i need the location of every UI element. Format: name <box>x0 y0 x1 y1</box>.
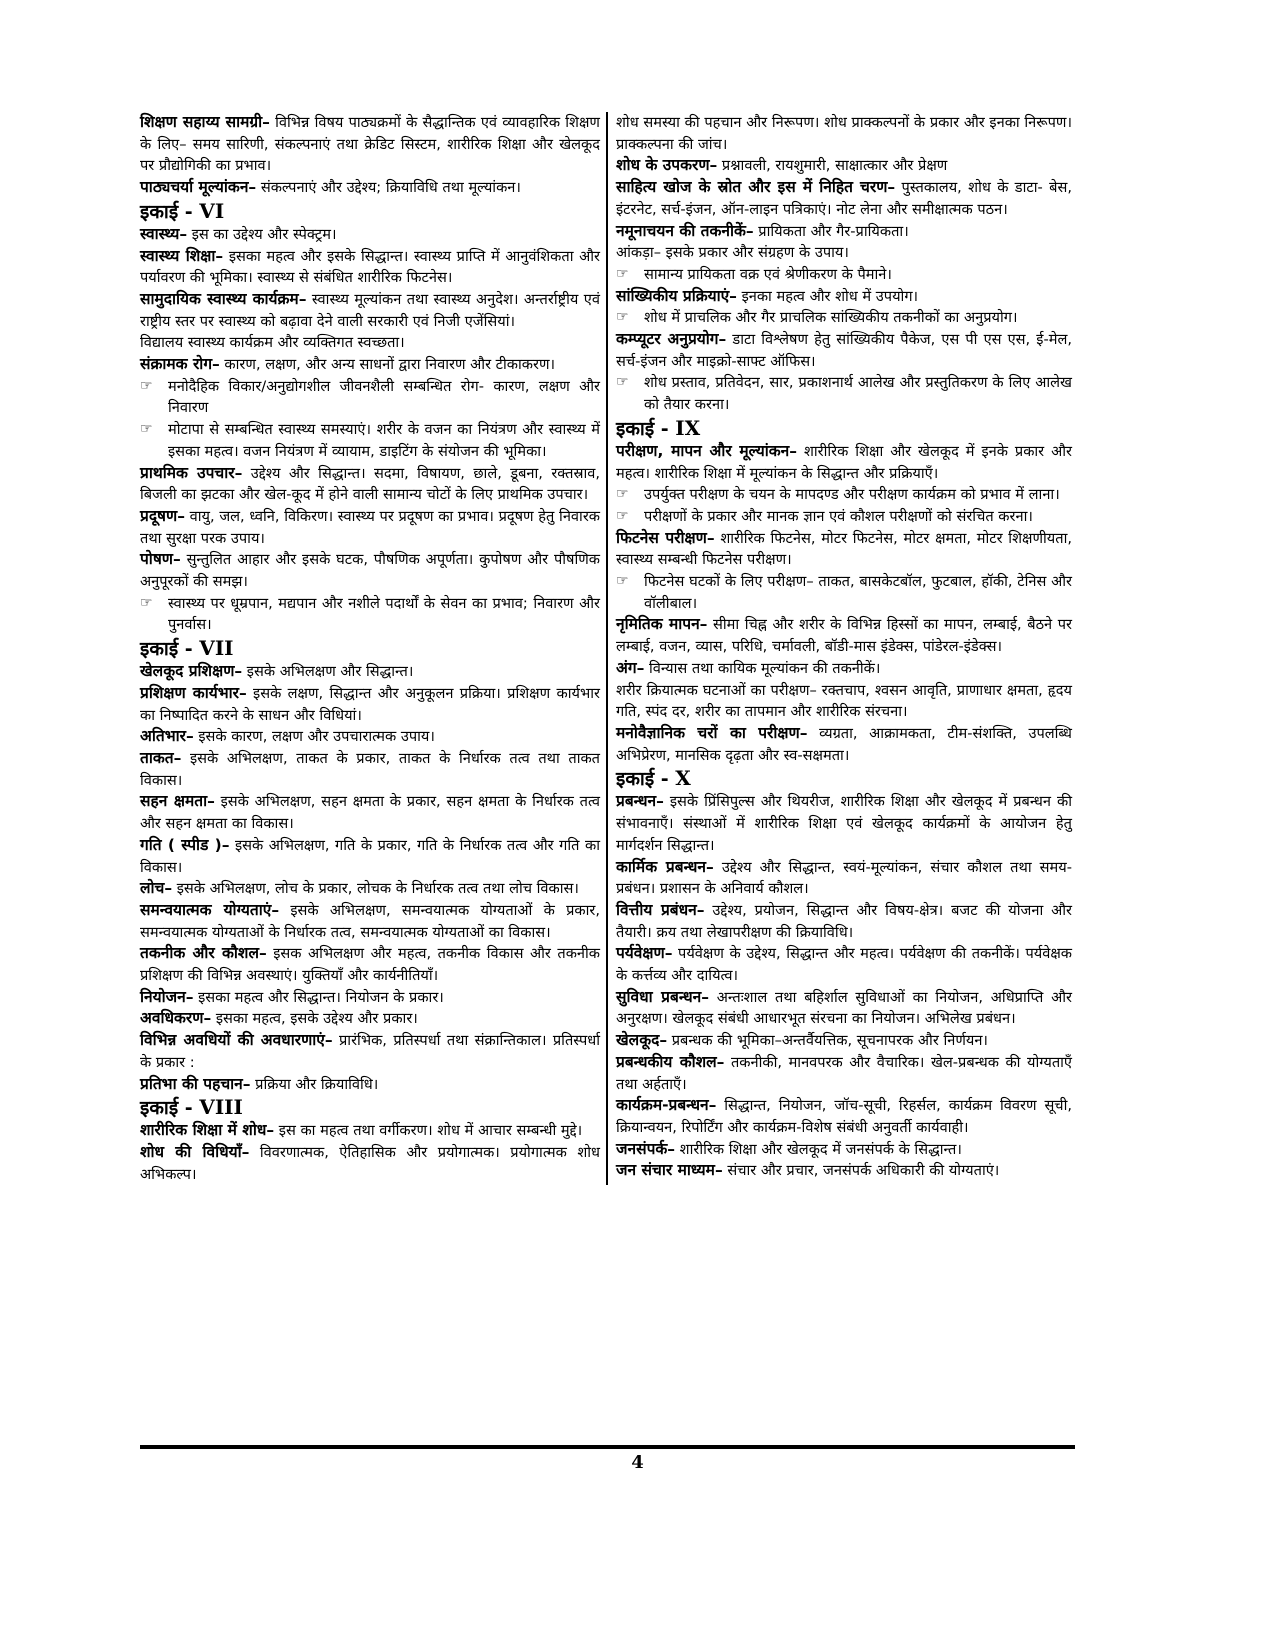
syllabus-entry <box>140 835 600 878</box>
entry-description: इसके अभिलक्षण, गति के प्रकार, गति के निर्धारक तत्व और गति का विकास। <box>140 836 600 876</box>
syllabus-entry <box>140 289 600 332</box>
syllabus-entry <box>140 878 600 900</box>
unit-number: X <box>675 766 691 791</box>
unit-prefix: इकाई - <box>616 417 676 440</box>
pointing-hand-icon: ☞ <box>616 486 629 503</box>
entry-description: तकनीकी, मानवपरक और वैचारिक। खेल-प्रबन्धक की योग्यताएँ तथा अर्हताएँ। <box>616 1053 1072 1093</box>
two-column-body <box>140 112 1075 1185</box>
entry-term: विभिन्न अवधियों की अवधारणाएं– <box>140 1031 333 1050</box>
entry-description: संकल्पनाएं और उद्देश्य; क्रियाविधि तथा मूल्यांकन। <box>256 179 521 197</box>
bullet-item <box>616 506 1072 528</box>
unit-number: VIII <box>199 1095 243 1120</box>
syllabus-entry <box>616 1095 1072 1138</box>
entry-description: प्रक्रिया और क्रियाविधि। <box>250 1075 379 1093</box>
bullet-item <box>140 376 600 419</box>
bullet-text: फिटनेस घटकों के लिए परीक्षण– ताकत, बासकेटबॉल, फुटबाल, हॉकी, टेनिस और वॉलीबाल। <box>644 573 1072 612</box>
syllabus-entry <box>616 857 1072 900</box>
syllabus-entry <box>140 726 600 748</box>
entry-description: संचार और प्रचार, जनसंपर्क अधिकारी की योग्यताएं। <box>722 1162 1000 1180</box>
entry-term: जनसंपर्क– <box>616 1139 676 1158</box>
bullet-text: स्वास्थ्य पर धूम्रपान, मद्यपान और नशीले पदार्थों के सेवन का प्रभाव; निवारण और पुनर्वास। <box>168 594 600 634</box>
pointing-hand-icon: ☞ <box>616 374 629 391</box>
unit-heading <box>140 199 600 224</box>
entry-description: इसके प्रिंसिपुल्स और थियरीज, शारीरिक शिक्षा और खेलकूद में प्रबन्धन की संभावनाएँ। संस्थाओं में शारीरिक शिक्षा एवं खेलकूद कार्यक्रमों के आयोजन हेतु मार्गदर्शन सिद्धान्त। <box>616 793 1072 854</box>
unit-prefix: इकाई - <box>140 200 200 223</box>
syllabus-entry <box>616 723 1072 766</box>
pointing-hand-icon: ☞ <box>616 309 629 326</box>
entry-term: शोध के उपकरण– <box>616 156 718 175</box>
entry-description: इसके अभिलक्षण, सहन क्षमता के प्रकार, सहन क्षमता के निर्धारक तत्व और सहन क्षमता का विकास। <box>140 793 600 833</box>
syllabus-entry <box>140 1030 600 1073</box>
page-number: 4 <box>631 1452 644 1473</box>
plain-paragraph: शरीर क्रियात्मक घटनाओं का परीक्षण– रक्तचाप, श्वसन आवृति, प्राणाधार क्षमता, हृदय गति, स्पंद दर, शरीर का तापमान और शारीरिक संरचना। <box>616 681 1072 721</box>
entry-term: शिक्षण सहाय्य सामग्री– <box>140 113 270 131</box>
entry-description: विभिन्न विषय पाठ्यक्रमों के सैद्धान्तिक एवं व्यावहारिक शिक्षण के लिए– समय सारिणी, संकल्पनाएं तथा क्रेडिट सिस्टम, शारीरिक शिक्षा और खेलकूद पर प्रौद्योगिकी का प्रभाव। <box>140 114 600 175</box>
entry-term: साहित्य खोज के स्रोत और इस में निहित चरण– <box>616 178 896 197</box>
entry-description: शारीरिक शिक्षा और खेलकूद में इनके प्रकार और महत्व। शारीरिक शिक्षा में मूल्यांकन के सिद्धान्त और प्रक्रियाएँ। <box>616 442 1073 482</box>
entry-term: मनोवैज्ञानिक चरों का परीक्षण– <box>616 723 808 742</box>
entry-term: अतिभार– <box>140 727 194 746</box>
syllabus-entry <box>616 1052 1072 1095</box>
syllabus-entry <box>140 943 600 986</box>
entry-description: स्वास्थ्य मूल्यांकन तथा स्वास्थ्य अनुदेश। अन्तर्राष्ट्रीय एवं राष्ट्रीय स्तर पर स्वास्थ्य को बढ़ावा देने वाली सरकारी एवं निजी एजेंसियां। <box>140 290 600 330</box>
entry-term: समन्वयात्मक योग्यताएं– <box>140 900 280 919</box>
bullet-text: सामान्य प्रायिकता वक्र एवं श्रेणीकरण के पैमाने। <box>644 265 892 283</box>
entry-description: डाटा विश्लेषण हेतु सांख्यिकीय पैकेज, एस पी एस एस, ई-मेल, सर्च-इंजन और माइक्रो-साफ्ट ऑफिस। <box>616 331 1072 370</box>
bullet-text: मोटापा से सम्बन्धित स्वास्थ्य समस्याएं। शरीर के वजन का नियंत्रण और स्वास्थ्य में इसका महत्व। वजन नियंत्रण में व्यायाम, डाइटिंग के संयोजन की भूमिका। <box>168 421 600 460</box>
bullet-text: मनोदैहिक विकार/अनुद्योगशील जीवनशैली सम्बन्धित रोग- कारण, लक्षण और निवारण <box>168 377 600 417</box>
syllabus-entry <box>140 661 600 683</box>
footer-rule <box>140 1445 1075 1449</box>
entry-description: इसका महत्व, इसके उद्देश्य और प्रकार। <box>211 1010 418 1028</box>
unit-heading <box>616 416 1072 441</box>
pointing-hand-icon: ☞ <box>616 265 629 282</box>
syllabus-entry <box>616 900 1072 943</box>
entry-term: स्वास्थ्य शिक्षा– <box>140 246 224 265</box>
entry-term: पाठ्यचर्या मूल्यांकन– <box>140 178 257 197</box>
entry-term: प्रशिक्षण कार्यभार– <box>140 683 247 702</box>
unit-number: IX <box>675 415 701 440</box>
entry-description: वायु, जल, ध्वनि, विकिरण। स्वास्थ्य पर प्रदूषण का प्रभाव। प्रदूषण हेतु निवारक तथा सुरक्षा परक उपाय। <box>140 507 600 547</box>
pointing-hand-icon: ☞ <box>616 573 629 590</box>
bullet-item <box>616 372 1072 415</box>
unit-heading <box>616 766 1072 791</box>
syllabus-entry <box>616 987 1072 1030</box>
syllabus-entry <box>616 791 1072 856</box>
bullet-item <box>616 307 1072 329</box>
entry-term: सांख्यिकीय प्रक्रियाएं– <box>616 286 737 305</box>
bullet-text: शोध में प्राचलिक और गैर प्राचलिक सांख्यिकीय तकनीकों का अनुप्रयोग। <box>644 309 1018 327</box>
syllabus-entry <box>616 177 1072 220</box>
left-column <box>140 112 606 1185</box>
bullet-item <box>616 571 1072 614</box>
entry-description: पुस्तकालय, शोध के डाटा- बेस, इंटरनेट, सर्च-इंजन, ऑन-लाइन पत्रिकाएं। नोट लेना और समीक्षात्मक पठन। <box>616 179 1072 218</box>
syllabus-entry <box>616 329 1072 372</box>
entry-term: सुविधा प्रबन्धन– <box>616 987 710 1006</box>
entry-description: उद्देश्य और सिद्धान्त। सदमा, विषायण, छाले, डूबना, रक्तस्राव, बिजली का झटका और खेल-कूद में होने वाली सामान्य चोटों के लिए प्राथमिक उपचार। <box>140 464 600 504</box>
syllabus-entry <box>140 1074 600 1096</box>
entry-description: सीमा चिह्न और शरीर के विभिन्न हिस्सों का मापन, लम्बाई, बैठने पर लम्बाई, वजन, व्यास, परिधि, चर्मावली, बॉडी-मास इंडेक्स, पांडेरल-इंडेक्स। <box>616 616 1072 656</box>
syllabus-entry <box>140 177 600 199</box>
syllabus-entry <box>616 1030 1072 1052</box>
entry-term: प्रबन्धन– <box>616 792 664 811</box>
syllabus-entry <box>616 221 1072 243</box>
entry-term: शारीरिक शिक्षा में शोध– <box>140 1121 275 1140</box>
entry-term: फिटनेस परीक्षण– <box>616 528 715 547</box>
entry-term: जन संचार माध्यम– <box>616 1161 723 1180</box>
entry-term: सहन क्षमता– <box>140 792 215 811</box>
entry-description: इसके कारण, लक्षण और उपचारात्मक उपाय। <box>193 728 435 746</box>
entry-description: इस का महत्व तथा वर्गीकरण। शोध में आचार सम्बन्धी मुद्दे। <box>274 1122 583 1140</box>
bullet-item <box>616 264 1072 286</box>
entry-term: अवधिकरण– <box>140 1009 212 1028</box>
entry-description: इनका महत्व और शोध में उपयोग। <box>736 287 919 305</box>
entry-description: व्यग्रता, आक्रामकता, टीम-संशक्ति, उपलब्धि अभिप्रेरण, मानसिक दृढ़ता और स्व-सक्षमता। <box>616 724 1072 764</box>
entry-description: कारण, लक्षण, और अन्य साधनों द्वारा निवारण और टीकाकरण। <box>219 356 556 374</box>
unit-heading <box>140 636 600 661</box>
entry-term: प्रदूषण– <box>140 506 185 525</box>
entry-term: कार्यक्रम-प्रबन्धन– <box>616 1096 717 1115</box>
bullet-text: परीक्षणों के प्रकार और मानक ज्ञान एवं कौशल परीक्षणों को संरचित करना। <box>644 507 1033 525</box>
entry-term: शोध की विधियाँ– <box>140 1142 250 1161</box>
syllabus-entry <box>616 155 1072 177</box>
entry-term: सामुदायिक स्वास्थ्य कार्यक्रम– <box>140 289 307 308</box>
syllabus-entry <box>616 441 1072 484</box>
bullet-text: उपर्युक्त परीक्षण के चयन के मापदण्ड और परीक्षण कार्यक्रम को प्रभाव में लाना। <box>644 486 1060 504</box>
syllabus-entry <box>140 246 600 289</box>
entry-term: प्रबन्धकीय कौशल– <box>616 1052 725 1071</box>
entry-description: इसके अभिलक्षण, लोच के प्रकार, लोचक के निर्धारक तत्व तथा लोच विकास। <box>172 880 579 898</box>
entry-term: संक्रामक रोग– <box>140 355 220 374</box>
entry-description: इसका महत्व और सिद्धान्त। नियोजन के प्रकार। <box>193 988 444 1006</box>
entry-description: इसके लक्षण, सिद्धान्त और अनुकूलन प्रक्रिया। प्रशिक्षण कार्यभार का निष्पादित करने के साधन और विधियां। <box>140 684 600 724</box>
unit-heading <box>140 1095 600 1120</box>
entry-description: इस का उद्देश्य और स्पेक्ट्रम। <box>187 225 337 243</box>
bullet-item <box>616 484 1072 506</box>
entry-description: पर्यवेक्षण के उद्देश्य, सिद्धान्त और महत्व। पर्यवेक्षण की तकनीकें। पर्यवेक्षक के कर्त्तव्य और दायित्व। <box>616 945 1072 985</box>
entry-description: इसका महत्व और इसके सिद्धान्त। स्वास्थ्य प्राप्ति में आनुवंशिकता और पर्यावरण की भूमिका। स्वास्थ्य से संबंधित शारीरिक फिटनेस। <box>140 247 601 287</box>
right-column <box>606 112 1072 1185</box>
entry-description: इसके अभिलक्षण और सिद्धान्त। <box>242 663 414 681</box>
entry-term: नृमितिक मापन– <box>616 615 708 634</box>
entry-term: कार्मिक प्रबन्धन– <box>616 857 714 876</box>
syllabus-entry <box>140 506 600 549</box>
entry-description: उद्देश्य और सिद्धान्त, स्वयं-मूल्यांकन, संचार कौशल तथा समय-प्रबंधन। प्रशासन के अनिवार्य कौशल। <box>616 858 1072 898</box>
entry-description: प्रश्नावली, रायशुमारी, साक्षात्कार और प्रेक्षण <box>717 157 948 175</box>
entry-description: प्रबन्धक की भूमिका–अन्तर्वैयत्तिक, सूचनापरक और निर्णयन। <box>667 1032 988 1050</box>
entry-term: लोच– <box>140 879 173 898</box>
entry-description: इसके अभिलक्षण, ताकत के प्रकार, ताकत के निर्धारक तत्व तथा ताकत विकास। <box>140 749 600 789</box>
syllabus-entry <box>140 463 600 506</box>
plain-paragraph: विद्यालय स्वास्थ्य कार्यक्रम और व्यक्तिगत स्वच्छता। <box>140 334 405 352</box>
unit-prefix: इकाई - <box>140 1097 200 1120</box>
syllabus-entry <box>616 286 1072 308</box>
entry-description: प्रारंभिक, प्रतिस्पर्धा तथा संक्रान्तिकाल। प्रतिस्पर्धा के प्रकार : <box>140 1032 600 1071</box>
entry-term: प्रतिभा की पहचान– <box>140 1074 251 1093</box>
entry-term: वित्तीय प्रबंधन– <box>616 900 705 919</box>
document-page <box>140 112 1075 1185</box>
unit-number: VII <box>199 636 234 661</box>
pointing-hand-icon: ☞ <box>140 421 153 438</box>
entry-term: पोषण– <box>140 550 181 569</box>
syllabus-entry <box>616 1139 1072 1161</box>
entry-description: इसके अभिलक्षण, समन्वयात्मक योग्यताओं के प्रकार, समन्वयात्मक योग्यताओं के निर्धारक तत्व, समन्वयात्मक योग्यताओं का विकास। <box>140 901 601 941</box>
entry-term: पर्यवेक्षण– <box>616 944 673 963</box>
bullet-text: शोध प्रस्ताव, प्रतिवेदन, सार, प्रकाशनार्थ आलेख और प्रस्तुतिकरण के लिए आलेख को तैयार करना। <box>644 374 1072 414</box>
syllabus-entry <box>616 528 1072 571</box>
entry-term: गति ( स्पीड )– <box>140 835 230 854</box>
syllabus-entry <box>616 1160 1072 1182</box>
syllabus-entry <box>140 900 600 943</box>
syllabus-entry <box>140 1120 600 1142</box>
syllabus-entry <box>140 791 600 834</box>
entry-term: खेलकूद प्रशिक्षण– <box>140 662 243 681</box>
pointing-hand-icon: ☞ <box>140 594 153 611</box>
entry-description: शारीरिक शिक्षा और खेलकूद में जनसंपर्क के सिद्धान्त। <box>675 1140 962 1158</box>
bullet-item <box>140 593 600 636</box>
syllabus-entry <box>140 1008 600 1030</box>
entry-term: नमूनाचयन की तकनीकें– <box>616 221 754 240</box>
syllabus-entry <box>140 549 600 592</box>
entry-term: खेलकूद– <box>616 1031 668 1050</box>
entry-description: विवरणात्मक, ऐतिहासिक और प्रयोगात्मक। प्रयोगात्मक शोध अभिकल्प। <box>140 1143 600 1183</box>
entry-description: प्रायिकता और गैर-प्रायिकता। <box>753 222 909 240</box>
entry-term: नियोजन– <box>140 987 194 1006</box>
entry-description: विन्यास तथा कायिक मूल्यांकन की तकनीकें। <box>644 659 881 677</box>
entry-description: उद्देश्य, प्रयोजन, सिद्धान्त और विषय-क्षेत्र। बजट की योजना और तैयारी। क्रय तथा लेखापरीक्षण की क्रियाविधि। <box>616 901 1072 941</box>
entry-description: सुन्तुलित आहार और इसके घटक, पौषणिक अपूर्णता। कुपोषण और पौषणिक अनुपूरकों की समझ। <box>140 551 600 591</box>
entry-description: शारीरिक फिटनेस, मोटर फिटनेस, मोटर क्षमता, मोटर शिक्षणीयता, स्वास्थ्य सम्बन्धी फिटनेस परीक्षण। <box>616 529 1073 569</box>
bullet-item <box>140 419 600 462</box>
syllabus-entry <box>140 224 600 246</box>
entry-description: अन्तःशाल तथा बहिर्शाल सुविधाओं का नियोजन, अधिप्राप्ति और अनुरक्षण। खेलकूद संबंधी आधारभूत संरचना का नियोजन। अभिलेख प्रबंधन। <box>616 988 1072 1028</box>
entry-description: सिद्धान्त, नियोजन, जॉच-सूची, रिहर्सल, कार्यक्रम विवरण सूची, क्रियान्वयन, रिपोर्टिंग और कार्यक्रम-विशेष संबंधी अनुवर्ती कार्यवाही। <box>616 1097 1072 1136</box>
unit-prefix: इकाई - <box>140 638 200 661</box>
unit-prefix: इकाई - <box>616 768 676 791</box>
unit-number: VI <box>199 198 225 223</box>
syllabus-entry <box>140 1142 600 1185</box>
entry-description: इसक अभिलक्षण और महत्व, तकनीक विकास और तकनीक प्रशिक्षण की विभिन्न अवस्थाएं। युक्तियाँ और कार्यनीतियाँ। <box>140 945 600 985</box>
entry-term: तकनीक और कौशल– <box>140 944 267 963</box>
pointing-hand-icon: ☞ <box>616 507 629 524</box>
syllabus-entry <box>616 658 1072 680</box>
entry-term: कम्प्यूटर अनुप्रयोग– <box>616 330 727 349</box>
entry-term: अंग– <box>616 658 645 677</box>
entry-term: स्वास्थ्य– <box>140 224 188 243</box>
syllabus-entry <box>140 683 600 726</box>
syllabus-entry <box>140 112 600 177</box>
syllabus-entry <box>616 614 1072 657</box>
pointing-hand-icon: ☞ <box>140 377 153 394</box>
syllabus-entry <box>140 354 600 376</box>
entry-term: ताकत– <box>140 748 182 767</box>
syllabus-entry <box>140 987 600 1009</box>
plain-paragraph: आंकड़ा– इसके प्रकार और संग्रहण के उपाय। <box>616 244 849 262</box>
entry-term: प्राथमिक उपचार– <box>140 463 243 482</box>
plain-paragraph: शोध समस्या की पहचान और निरूपण। शोध प्राक्कल्पनों के प्रकार और इनका निरूपण। प्राक्कल्पना की जांच। <box>616 114 1072 153</box>
entry-term: परीक्षण, मापन और मूल्यांकन– <box>616 441 797 460</box>
syllabus-entry <box>616 943 1072 986</box>
syllabus-entry <box>140 748 600 791</box>
